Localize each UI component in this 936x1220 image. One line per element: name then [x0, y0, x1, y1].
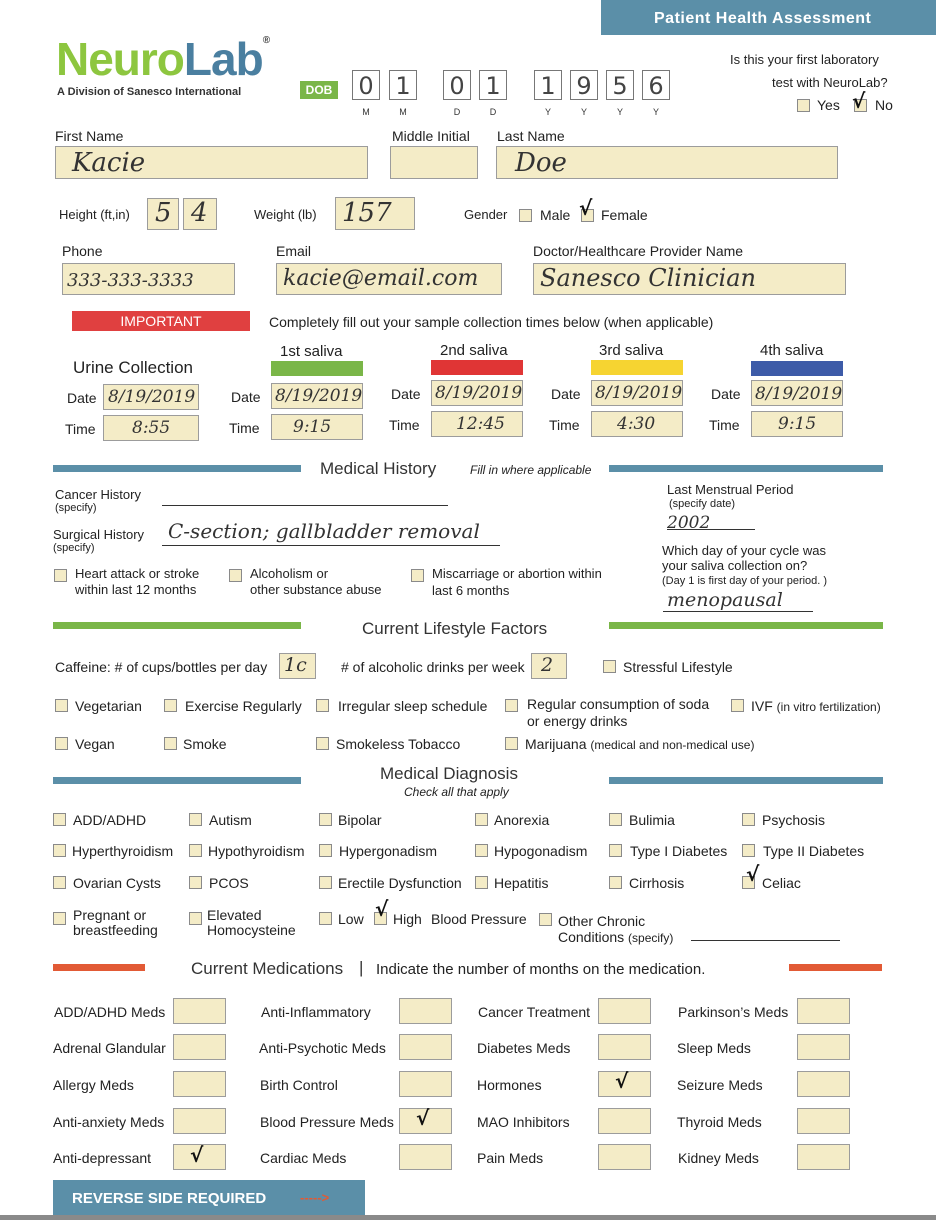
marijuana-note: (medical and non-medical use) — [590, 738, 755, 752]
reverse-side-button[interactable] — [53, 1180, 365, 1216]
med-depressant-label: Anti-depressant — [53, 1150, 152, 1166]
cycle-question-2: your saliva collection on? — [662, 558, 808, 573]
dx-homocysteine-label-2: Homocysteine — [207, 922, 296, 938]
stressful-checkbox[interactable] — [603, 660, 616, 673]
weight-label: Weight (lb) — [254, 207, 317, 222]
first-test-question-2: test with NeuroLab? — [772, 75, 888, 90]
weight-value: 157 — [342, 198, 392, 228]
medications-bar-left — [53, 964, 145, 971]
dx-hypothyroid-label: Hypothyroidism — [208, 843, 305, 859]
med-adrenal-label: Adrenal Glandular — [53, 1040, 166, 1056]
dx-hypergonad-checkbox[interactable] — [319, 844, 332, 857]
dob-year-4[interactable]: 6 — [642, 70, 670, 100]
email-value: kacie@email.com — [283, 266, 479, 291]
dob-sub-y4: Y — [652, 107, 659, 117]
footer-rule — [0, 1215, 936, 1220]
dx-hyperthyroid-label: Hyperthyroidism — [72, 843, 174, 859]
dx-t1d-checkbox[interactable] — [609, 844, 622, 857]
dob-month-2[interactable]: 1 — [389, 70, 417, 100]
med-depressant-check-mark: √ — [190, 1143, 204, 1167]
dx-bulimia-checkbox[interactable] — [609, 813, 622, 826]
saliva4-time-value: 9:15 — [778, 414, 817, 434]
dx-psychosis-checkbox[interactable] — [742, 813, 755, 826]
soda-label-1: Regular consumption of soda — [527, 696, 710, 712]
medications-bar-right — [789, 964, 882, 971]
vegetarian-checkbox[interactable] — [55, 699, 68, 712]
marijuana-checkbox[interactable] — [505, 737, 518, 750]
dx-ovarian-checkbox[interactable] — [53, 876, 66, 889]
dx-other-label-2 — [558, 929, 673, 945]
last-name-label: Last Name — [497, 128, 565, 144]
medical-history-note: Fill in where applicable — [470, 463, 592, 477]
saliva2-date-label: Date — [391, 386, 421, 402]
miscarriage-label-2: last 6 months — [432, 583, 510, 598]
saliva3-date-value: 8/19/2019 — [595, 383, 683, 403]
dx-pregnant-label-2: breastfeeding — [73, 922, 158, 938]
saliva3-label: 3rd saliva — [599, 342, 664, 359]
dob-year-1[interactable]: 1 — [534, 70, 562, 100]
med-cardiac-label: Cardiac Meds — [260, 1150, 347, 1166]
dx-other-line[interactable] — [691, 940, 840, 941]
middle-initial-label: Middle Initial — [392, 128, 470, 144]
dx-bp-low-checkbox[interactable] — [319, 912, 332, 925]
medications-separator: | — [359, 958, 364, 977]
dx-pcos-checkbox[interactable] — [189, 876, 202, 889]
saliva2-time-value: 12:45 — [456, 414, 505, 434]
dx-t1d-label: Type I Diabetes — [630, 843, 728, 859]
heart-attack-label-2: within last 12 months — [75, 582, 197, 597]
cycle-line[interactable] — [663, 611, 813, 612]
lmp-specify: (specify date) — [669, 498, 736, 510]
soda-label-2: or energy drinks — [527, 713, 628, 729]
med-mao-field[interactable] — [598, 1108, 651, 1134]
smoke-label: Smoke — [183, 736, 227, 752]
ivf-note: (in vitro fertilization) — [776, 700, 881, 714]
saliva3-date-label: Date — [551, 386, 581, 402]
diagnosis-bar-right — [609, 777, 883, 784]
med-allergy-field[interactable] — [173, 1071, 226, 1097]
saliva2-date-value: 8/19/2019 — [435, 383, 523, 403]
dx-psychosis-label: Psychosis — [762, 812, 826, 828]
marijuana-label — [525, 736, 754, 752]
med-birth-field[interactable] — [399, 1071, 452, 1097]
med-hormones-check-mark: √ — [615, 1069, 629, 1093]
vegan-checkbox[interactable] — [55, 737, 68, 750]
smoke-checkbox[interactable] — [164, 737, 177, 750]
vegetarian-label: Vegetarian — [75, 698, 142, 714]
medical-history-title: Medical History — [320, 459, 437, 478]
height-in-value: 4 — [191, 198, 208, 228]
gender-female-check-mark: √ — [579, 196, 593, 220]
dx-bp-label: Blood Pressure — [431, 911, 527, 927]
med-bp-label: Blood Pressure Meds — [260, 1114, 394, 1130]
dx-other-label-1: Other Chronic — [558, 913, 646, 929]
dx-autism-label: Autism — [209, 812, 252, 828]
med-mao-label: MAO Inhibitors — [477, 1114, 570, 1130]
dob-year-3[interactable]: 5 — [606, 70, 634, 100]
medical-history-bar-right — [609, 465, 883, 472]
urine-date-value: 8/19/2019 — [108, 387, 196, 407]
vegan-label: Vegan — [75, 736, 115, 752]
dx-bipolar-checkbox[interactable] — [319, 813, 332, 826]
saliva4-date-value: 8/19/2019 — [755, 384, 843, 404]
dx-ovarian-label: Ovarian Cysts — [73, 875, 161, 891]
med-thyroid-field[interactable] — [797, 1108, 850, 1134]
med-inflammatory-field[interactable] — [399, 998, 452, 1024]
dx-add-label: ADD/ADHD — [73, 812, 147, 828]
dx-cirrhosis-checkbox[interactable] — [609, 876, 622, 889]
reverse-side-text: REVERSE SIDE REQUIRED — [72, 1190, 267, 1207]
med-diabetes-field[interactable] — [598, 1034, 651, 1060]
smokeless-tobacco-label: Smokeless Tobacco — [336, 736, 461, 752]
med-sleep-field[interactable] — [797, 1034, 850, 1060]
saliva4-time-label: Time — [709, 417, 740, 433]
first-test-no-label: No — [875, 97, 893, 113]
dx-hypogonad-label: Hypogonadism — [494, 843, 588, 859]
diagnosis-bar-left — [53, 777, 301, 784]
lifestyle-bar-right — [609, 622, 883, 629]
lmp-label: Last Menstrual Period — [667, 482, 794, 497]
dob-sub-m1: M — [362, 107, 370, 117]
first-test-yes-checkbox[interactable] — [797, 99, 810, 112]
irregular-sleep-label: Irregular sleep schedule — [338, 698, 488, 714]
medications-title: Current Medications — [191, 959, 344, 978]
dx-add-checkbox[interactable] — [53, 813, 66, 826]
dx-other-conditions-text: Conditions — [558, 929, 625, 945]
med-sleep-label: Sleep Meds — [677, 1040, 751, 1056]
saliva1-date-label: Date — [231, 389, 261, 405]
height-label: Height (ft,in) — [59, 207, 130, 222]
doctor-label: Doctor/Healthcare Provider Name — [533, 243, 744, 259]
miscarriage-label-1: Miscarriage or abortion within — [432, 566, 602, 581]
dx-cirrhosis-label: Cirrhosis — [629, 875, 685, 891]
gender-male-checkbox[interactable] — [519, 209, 532, 222]
med-bp-check-mark: √ — [416, 1106, 430, 1130]
marijuana-label-text: Marijuana — [525, 736, 587, 752]
dob-label: DOB — [300, 81, 338, 99]
dx-anorexia-checkbox[interactable] — [475, 813, 488, 826]
med-seizure-field[interactable] — [797, 1071, 850, 1097]
gender-female-label: Female — [601, 207, 648, 223]
alcoholism-label-2: other substance abuse — [250, 582, 382, 597]
dob-day-1[interactable]: 0 — [443, 70, 471, 100]
dx-bp-high-check-mark: √ — [375, 897, 389, 921]
saliva2-time-label: Time — [389, 417, 420, 433]
alcoholism-label-1: Alcoholism or — [250, 566, 329, 581]
surgical-history-line[interactable] — [162, 545, 500, 546]
email-label: Email — [276, 243, 312, 259]
logo — [56, 33, 270, 85]
dx-bipolar-label: Bipolar — [338, 812, 382, 828]
med-adhd-field[interactable] — [173, 998, 226, 1024]
alcohol-drinks-label: # of alcoholic drinks per week — [341, 659, 525, 675]
dx-celiac-label: Celiac — [762, 875, 801, 891]
med-cancer-label: Cancer Treatment — [478, 1004, 591, 1020]
dx-homocysteine-label-1: Elevated — [207, 907, 262, 923]
cancer-history-label: Cancer History — [55, 487, 141, 502]
dob-year-2[interactable]: 9 — [570, 70, 598, 100]
dx-celiac-check-mark: √ — [746, 862, 760, 886]
med-allergy-label: Allergy Meds — [53, 1077, 134, 1093]
urine-collection-label: Urine Collection — [73, 358, 193, 377]
dob-sub-y2: Y — [580, 107, 587, 117]
diagnosis-note: Check all that apply — [404, 785, 509, 799]
dx-t2d-label: Type II Diabetes — [763, 843, 865, 859]
cycle-value: menopausal — [667, 589, 783, 611]
saliva2-label: 2nd saliva — [440, 342, 508, 359]
urine-time-value: 8:55 — [132, 418, 171, 438]
first-name-label: First Name — [55, 128, 124, 144]
dx-bp-low-label: Low — [338, 911, 364, 927]
medical-history-bar-left — [53, 465, 301, 472]
alcohol-drinks-value: 2 — [541, 654, 554, 676]
dx-hypothyroid-checkbox[interactable] — [189, 844, 202, 857]
diagnosis-title: Medical Diagnosis — [380, 764, 518, 783]
saliva3-time-value: 4:30 — [617, 414, 656, 434]
lifestyle-bar-left — [53, 622, 301, 629]
dob-sub-y3: Y — [616, 107, 623, 117]
dob-sub-d2: D — [489, 107, 497, 117]
cycle-note: (Day 1 is first day of your period. ) — [662, 575, 828, 587]
dx-pregnant-label-1: Pregnant or — [73, 907, 147, 923]
dx-hepatitis-label: Hepatitis — [494, 875, 549, 891]
med-thyroid-label: Thyroid Meds — [677, 1114, 762, 1130]
exercise-label: Exercise Regularly — [185, 698, 302, 714]
gender-male-label: Male — [540, 207, 571, 223]
dx-anorexia-label: Anorexia — [494, 812, 550, 828]
dob-day-2[interactable]: 1 — [479, 70, 507, 100]
dx-homocysteine-checkbox[interactable] — [189, 912, 202, 925]
height-ft-value: 5 — [155, 198, 172, 228]
med-kidney-label: Kidney Meds — [678, 1150, 759, 1166]
logo-tagline: A Division of Sanesco International — [57, 86, 242, 98]
miscarriage-checkbox[interactable] — [411, 569, 424, 582]
ivf-checkbox[interactable] — [731, 699, 744, 712]
lmp-value: 2002 — [667, 513, 711, 533]
med-seizure-label: Seizure Meds — [677, 1077, 763, 1093]
ivf-label — [751, 698, 881, 714]
cancer-history-specify: (specify) — [55, 502, 97, 514]
med-pain-field[interactable] — [598, 1144, 651, 1170]
dx-t2d-checkbox[interactable] — [742, 844, 755, 857]
surgical-history-label: Surgical History — [53, 527, 145, 542]
important-badge: IMPORTANT — [72, 311, 250, 331]
dx-hypergonad-label: Hypergonadism — [339, 843, 438, 859]
saliva1-time-label: Time — [229, 420, 260, 436]
urine-time-label: Time — [65, 421, 96, 437]
med-cardiac-field[interactable] — [399, 1144, 452, 1170]
saliva4-color-bar — [751, 361, 843, 376]
surgical-history-value: C-section; gallbladder removal — [168, 519, 480, 543]
med-inflammatory-label: Anti-Inflammatory — [261, 1004, 371, 1020]
medications-note: Indicate the number of months on the medication. — [376, 961, 706, 978]
surgical-history-specify: (specify) — [53, 542, 95, 554]
irregular-sleep-checkbox[interactable] — [316, 699, 329, 712]
soda-checkbox[interactable] — [505, 699, 518, 712]
first-test-yes-label: Yes — [817, 97, 840, 113]
med-pain-label: Pain Meds — [477, 1150, 544, 1166]
phone-label: Phone — [62, 243, 103, 259]
dx-ed-checkbox[interactable] — [319, 876, 332, 889]
med-anxiety-field[interactable] — [173, 1108, 226, 1134]
heart-attack-label-1: Heart attack or stroke — [75, 566, 200, 581]
saliva2-color-bar — [431, 360, 523, 375]
logo-part-neuro: Neuro — [56, 33, 184, 85]
page-title: Patient Health Assessment — [654, 10, 872, 27]
dx-ed-label: Erectile Dysfunction — [338, 875, 462, 891]
dob-sub-y1: Y — [544, 107, 551, 117]
stressful-label: Stressful Lifestyle — [623, 659, 733, 675]
urine-date-label: Date — [67, 390, 97, 406]
saliva3-time-label: Time — [549, 417, 580, 433]
dx-hyperthyroid-checkbox[interactable] — [53, 844, 66, 857]
saliva3-color-bar — [591, 360, 683, 375]
gender-label: Gender — [464, 207, 508, 222]
saliva1-label: 1st saliva — [280, 343, 343, 360]
important-text: Completely fill out your sample collection times below (when applicable) — [269, 314, 714, 330]
med-hormones-label: Hormones — [477, 1077, 542, 1093]
med-adhd-label: ADD/ADHD Meds — [54, 1004, 166, 1020]
cycle-question-1: Which day of your cycle was — [662, 543, 827, 558]
saliva4-date-label: Date — [711, 386, 741, 402]
doctor-value: Sanesco Clinician — [540, 264, 756, 292]
dx-bp-high-label: High — [393, 911, 422, 927]
first-name-value: Kacie — [72, 148, 146, 178]
cancer-history-line[interactable] — [162, 505, 448, 506]
saliva1-color-bar — [271, 361, 363, 376]
alcoholism-checkbox[interactable] — [229, 569, 242, 582]
dx-pcos-label: PCOS — [209, 875, 249, 891]
med-diabetes-label: Diabetes Meds — [477, 1040, 571, 1056]
med-parkinsons-label: Parkinson’s Meds — [678, 1004, 789, 1020]
saliva1-date-value: 8/19/2019 — [275, 386, 363, 406]
first-test-question-1: Is this your first laboratory — [730, 52, 879, 67]
reverse-side-arrow: -----> — [300, 1190, 330, 1205]
med-parkinsons-field[interactable] — [797, 998, 850, 1024]
dx-pregnant-checkbox[interactable] — [53, 912, 66, 925]
logo-part-lab: Lab — [183, 33, 263, 85]
logo-registered: ® — [262, 35, 270, 46]
dob-sub-d1: D — [453, 107, 461, 117]
med-psychotic-label: Anti-Psychotic Meds — [259, 1040, 386, 1056]
caffeine-value: 1c — [284, 654, 307, 676]
phone-value: 333-333-3333 — [67, 270, 194, 291]
last-name-value: Doe — [515, 148, 567, 178]
exercise-checkbox[interactable] — [164, 699, 177, 712]
first-test-no-check-mark: √ — [852, 89, 866, 113]
saliva1-time-value: 9:15 — [293, 417, 332, 437]
smokeless-tobacco-checkbox[interactable] — [316, 737, 329, 750]
dx-other-specify: (specify) — [628, 931, 674, 945]
dx-hepatitis-checkbox[interactable] — [475, 876, 488, 889]
med-adrenal-field[interactable] — [173, 1034, 226, 1060]
dob-sub-m2: M — [399, 107, 407, 117]
med-anxiety-label: Anti-anxiety Meds — [53, 1114, 165, 1130]
lifestyle-title: Current Lifestyle Factors — [362, 619, 548, 638]
saliva4-label: 4th saliva — [760, 342, 824, 359]
med-kidney-field[interactable] — [797, 1144, 850, 1170]
med-birth-label: Birth Control — [260, 1077, 338, 1093]
middle-initial-field[interactable] — [390, 146, 478, 179]
dx-autism-checkbox[interactable] — [189, 813, 202, 826]
ivf-label-text: IVF — [751, 698, 773, 714]
med-cancer-field[interactable] — [598, 998, 651, 1024]
dx-hypogonad-checkbox[interactable] — [475, 844, 488, 857]
dx-bulimia-label: Bulimia — [629, 812, 675, 828]
dob-month-1[interactable]: 0 — [352, 70, 380, 100]
heart-attack-checkbox[interactable] — [54, 569, 67, 582]
dx-other-checkbox[interactable] — [539, 913, 552, 926]
caffeine-label: Caffeine: # of cups/bottles per day — [55, 659, 268, 675]
med-psychotic-field[interactable] — [399, 1034, 452, 1060]
